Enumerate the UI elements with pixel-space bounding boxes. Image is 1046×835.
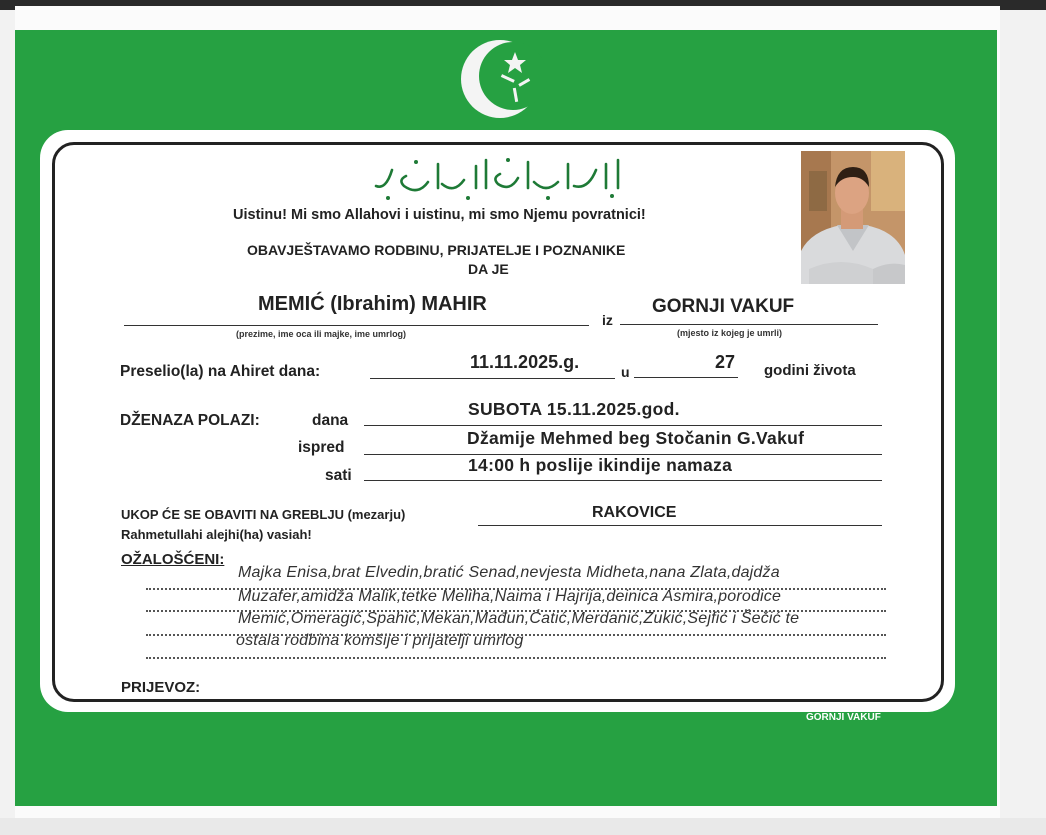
footer-location: GORNJI VAKUF <box>806 712 881 723</box>
funeral-place-value: Džamije Mehmed beg Stočanin G.Vakuf <box>467 428 805 448</box>
age-value: 27 <box>715 352 736 372</box>
name-underline <box>124 325 589 326</box>
deceased-name: MEMIĆ (Ibrahim) MAHIR <box>258 293 487 315</box>
burial-prayer: Rahmetullahi alejhi(ha) vasiah! <box>121 527 312 542</box>
burial-label: UKOP ĆE SE OBAVITI NA GREBLJU (mezarju) <box>121 507 406 522</box>
u-label: u <box>621 364 630 380</box>
crescent-star-icon <box>452 36 558 122</box>
mourners-dotted-line <box>146 610 886 612</box>
place-caption: (mjesto iz kojeg je umrli) <box>677 328 783 338</box>
arabic-calligraphy <box>368 152 630 204</box>
funeral-day-label: dana <box>312 412 349 429</box>
notice-line-1: OBAVJEŠTAVAMO RODBINU, PRIJATELJE I POZNANIKE <box>247 242 626 258</box>
death-date-value: 11.11.2025.g. <box>470 352 580 372</box>
burial-underline <box>478 525 882 526</box>
mourners-dotted-line <box>146 634 886 636</box>
burial-place: RAKOVICE <box>592 504 677 521</box>
from-label: iz <box>602 312 613 328</box>
death-date-label: Preselio(la) na Ahiret dana: <box>120 363 321 380</box>
mourners-label: OŽALOŠĆENI: <box>121 551 225 568</box>
place-of-origin: GORNJI VAKUF <box>652 296 795 317</box>
mourners-line: Majka Enisa,brat Elvedin,bratić Senad,nevjesta Midheta,nana Zlata,dajdža <box>238 564 780 581</box>
place-underline <box>620 324 878 325</box>
mourners-line: Memić,Omeragić,Spahić,Mekan,Mađun,Ćatić,Merdanić,Zukić,Sejfić i Šečić te <box>238 610 800 627</box>
funeral-time-underline <box>364 480 882 481</box>
funeral-time-value: 14:00 h poslije ikindije namaza <box>468 455 733 475</box>
funeral-place-label: ispred <box>298 439 345 456</box>
funeral-time-label: sati <box>325 467 352 484</box>
bottom-edge <box>0 818 1046 835</box>
mourners-dotted-line <box>146 657 886 659</box>
age-suffix: godini života <box>764 362 856 379</box>
translation-text: Uistinu! Mi smo Allahovi i uistinu, mi smo Njemu povratnici! <box>233 207 646 223</box>
funeral-day-underline <box>364 425 882 426</box>
mourners-line: ostala rodbina komšije i prijatelji umrlog <box>236 632 524 649</box>
death-date-underline <box>370 378 615 379</box>
mourners-dotted-line <box>146 588 886 590</box>
funeral-day-value: SUBOTA 15.11.2025.god. <box>468 399 680 419</box>
transport-label: PRIJEVOZ: <box>121 679 201 696</box>
name-caption: (prezime, ime oca ili majke, ime umrlog) <box>236 329 407 339</box>
notice-line-2: DA JE <box>468 261 509 277</box>
portrait-photo <box>801 151 905 284</box>
mourners-line: Muzafer,amidža Malik,tetke Meliha,Naima i Hajrija,deinica Asmira,porodice <box>238 588 782 605</box>
age-underline <box>634 377 738 378</box>
funeral-label: DŽENAZA POLAZI: <box>120 412 260 429</box>
